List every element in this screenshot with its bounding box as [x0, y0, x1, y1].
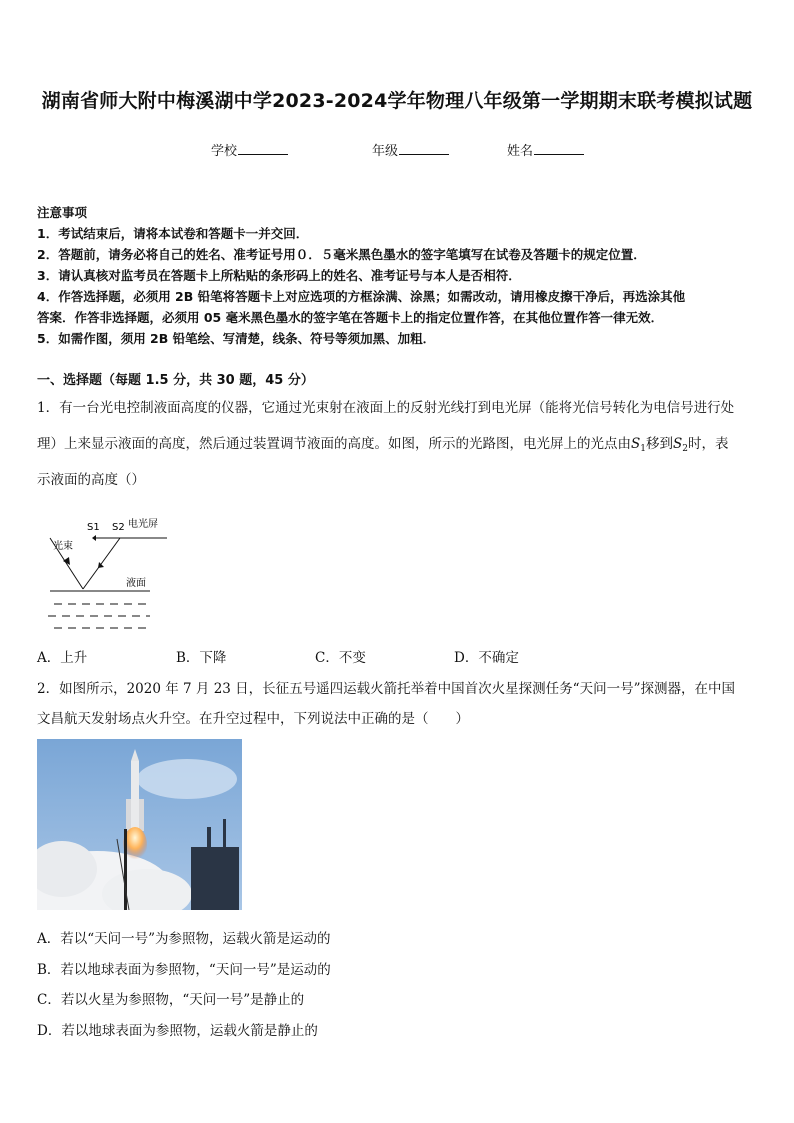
- q1-line2-c: 时，表: [687, 436, 729, 452]
- rocket-booster: [126, 799, 131, 831]
- q1-line3: 示液面的高度（）: [37, 472, 145, 488]
- name-field[interactable]: [507, 140, 584, 159]
- notice-item: 4．作答选择题，必须用 2B 铅笔将答题卡上对应选项的方框涂满、涂黑；如需改动，请用橡皮擦干净后，再选涂其他: [37, 289, 686, 304]
- s1-symbol: S: [631, 436, 641, 452]
- q1-option-a[interactable]: A．上升: [37, 650, 88, 666]
- q2-line2: 文昌航天发射场点火升空。在升空过程中，下列说法中正确的是（ ）: [37, 711, 469, 727]
- notice-item: 2．答题前，请务必将自己的姓名、准考证号用０．５毫米黑色墨水的签字笔填写在试卷及答题卡的规定位置．: [37, 247, 646, 262]
- school-field[interactable]: [211, 140, 288, 159]
- reflected-arrow-icon: [98, 562, 104, 568]
- s2-label: S2: [112, 522, 125, 533]
- s1-label: S1: [87, 522, 100, 533]
- q1-option-d[interactable]: D．不确定: [454, 650, 519, 666]
- q1-line2: [37, 432, 728, 452]
- name-label: 姓名: [507, 144, 534, 159]
- grade-label: 年级: [372, 144, 399, 159]
- building-mast: [223, 819, 226, 849]
- surface-label: 液面: [126, 578, 146, 589]
- q1-option-b[interactable]: B．下降: [176, 650, 227, 666]
- building: [191, 847, 239, 910]
- school-blank[interactable]: [238, 142, 288, 155]
- s1-subscript: 1: [640, 444, 646, 454]
- notice-item: 1．考试结束后，请将本试卷和答题卡一并交回．: [37, 226, 309, 241]
- cloud: [137, 759, 237, 799]
- rocket-core: [131, 761, 139, 831]
- q1-option-c[interactable]: C．不变: [315, 650, 366, 666]
- rocket-launch-photo: [37, 739, 242, 910]
- grade-blank[interactable]: [399, 142, 449, 155]
- light-path-diagram: [40, 515, 180, 635]
- page-title: 湖南省师大附中梅溪湖中学2023-2024学年物理八年级第一学期期末联考模拟试题: [41, 90, 753, 112]
- reflected-ray: [83, 538, 120, 589]
- q2-option-a[interactable]: A．若以“天问一号”为参照物，运载火箭是运动的: [37, 931, 331, 947]
- s2-symbol: S: [672, 436, 683, 452]
- building-mast: [207, 827, 211, 849]
- s2-subscript: 2: [682, 444, 688, 454]
- q2-line1: 2．如图所示，2020 年 7 月 23 日，长征五号遥四运载火箭托举着中国首次火星探测任务“天问一号”探测器，在中国: [37, 681, 735, 697]
- q1-line1: 1．有一台光电控制液面高度的仪器，它通过光束射在液面上的反射光线打到电光屏（能将光信号转化为电信号进行处: [37, 400, 735, 416]
- notice-heading: 注意事项: [37, 205, 88, 220]
- grade-field[interactable]: [372, 140, 449, 159]
- q2-option-b[interactable]: B．若以地球表面为参照物，“天问一号”是运动的: [37, 962, 331, 978]
- notice-item: 答案．作答非选择题，必须用 05 毫米黑色墨水的签字笔在答题卡上的指定位置作答，在其他位置作答一律无效．: [37, 310, 664, 325]
- beam-label: 光束: [53, 541, 73, 552]
- notice-item: 5．如需作图，须用 2B 铅笔绘、写清楚，线条、符号等须加黑、加粗．: [37, 331, 436, 346]
- section-heading: 一、选择题（每题 1.5 分，共 30 题，45 分）: [37, 373, 314, 388]
- name-blank[interactable]: [534, 142, 584, 155]
- q2-option-c[interactable]: C．若以火星为参照物，“天问一号”是静止的: [37, 992, 305, 1008]
- q1-line2-b: 移到: [645, 436, 673, 452]
- screen-label: 电光屏: [128, 519, 158, 530]
- school-label: 学校: [211, 144, 238, 159]
- screen-arrow: [92, 535, 96, 541]
- notice-item: 3．请认真核对监考员在答题卡上所粘贴的条形码上的姓名、准考证号与本人是否相符．: [37, 268, 521, 283]
- q2-option-d[interactable]: D．若以地球表面为参照物，运载火箭是静止的: [37, 1023, 318, 1039]
- q1-line2-a: 理）上来显示液面的高度，然后通过装置调节液面的高度。如图，所示的光路图，电光屏上的光点由: [37, 436, 631, 452]
- rocket-booster: [139, 799, 144, 831]
